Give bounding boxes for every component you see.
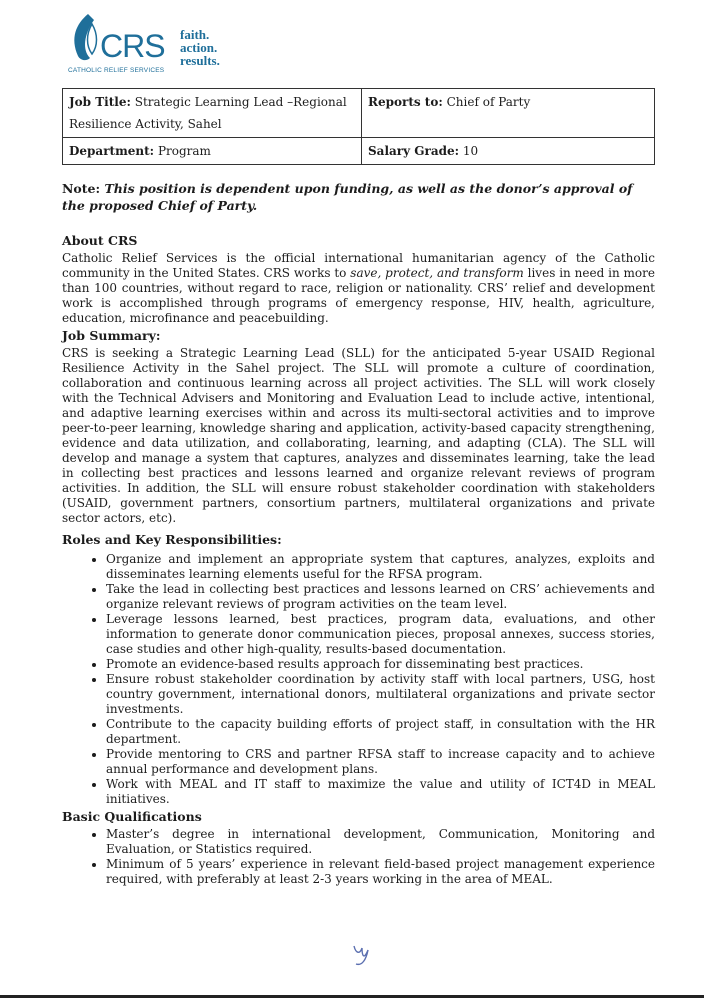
about-heading: About CRS	[62, 233, 138, 248]
about-text-part2: lives in need in more than 100 countries, without regard to race, religion or nationality. CRS’ relief and development work is accomplished through programs of emergency response, HIV, health, agriculture, education, microfinance and peacebuilding.	[62, 266, 655, 325]
about-text	[62, 251, 655, 326]
about-text-part1: Catholic Relief Services is the official international humanitarian agency of the Catholic community in the United States. CRS works to	[62, 251, 655, 280]
list-item: • Take the lead in collecting best practices and lessons learned on CRS’ achievements and organize relevant reviews of program activities on the team level.	[106, 582, 655, 612]
roles-list	[62, 552, 655, 807]
list-item: • Minimum of 5 years’ experience in relevant field-based project management experience required, with preferably at least 2-3 years working in the area of MEAL.	[106, 857, 655, 887]
department-cell	[63, 138, 362, 165]
logo-subtitle: CATHOLIC RELIEF SERVICES	[68, 67, 165, 74]
job-summary-section	[62, 327, 655, 526]
scan-edge-line	[0, 995, 704, 998]
list-item: • Organize and implement an appropriate system that captures, analyzes, exploits and disseminates learning elements useful for the RFSA program.	[106, 552, 655, 582]
crs-logo	[66, 10, 220, 74]
list-item: • Promote an evidence-based results approach for disseminating best practices.	[106, 657, 655, 672]
job-title-label: Job Title:	[69, 95, 131, 109]
list-item: • Work with MEAL and IT staff to maximize the value and utility of ICT4D in MEAL initiatives.	[106, 777, 655, 807]
salary-grade-cell	[362, 138, 655, 165]
job-info-table	[62, 88, 655, 165]
job-title-cell	[63, 89, 362, 138]
tagline-results: results.	[180, 53, 220, 68]
department-label: Department:	[69, 144, 155, 158]
department-value: Program	[157, 144, 211, 158]
about-section	[62, 232, 655, 326]
list-item: • Master’s degree in international development, Communication, Monitoring and Evaluation, or Statistics required.	[106, 827, 655, 857]
note-text: This position is dependent upon funding, as well as the donor’s approval of the proposed Chief of Party.	[62, 181, 633, 213]
summary-heading: Job Summary:	[62, 328, 161, 343]
reports-to-cell	[362, 89, 655, 138]
list-item: • Provide mentoring to CRS and partner RFSA staff to increase capacity and to achieve annual performance and development plans.	[106, 747, 655, 777]
qualifications-section	[62, 808, 655, 887]
funding-note	[62, 180, 655, 214]
logo-wordmark: CRS	[100, 28, 165, 64]
qualifications-list	[62, 827, 655, 887]
qualifications-heading: Basic Qualifications	[62, 809, 202, 824]
list-item: • Contribute to the capacity building efforts of project staff, in consultation with the HR department.	[106, 717, 655, 747]
tagline-action: action.	[180, 40, 218, 55]
salary-grade-label: Salary Grade:	[368, 144, 460, 158]
logo-tagline	[180, 28, 220, 67]
about-text-italic: save, protect, and transform	[350, 266, 524, 280]
salary-grade-value: 10	[462, 144, 479, 158]
roles-section	[62, 531, 655, 807]
roles-heading: Roles and Key Responsibilities:	[62, 532, 282, 547]
note-label: Note:	[62, 181, 101, 196]
reports-to-value: Chief of Party	[446, 95, 531, 109]
job-title-value-line2: Resilience Activity, Sahel	[69, 117, 222, 131]
summary-text: CRS is seeking a Strategic Learning Lead (SLL) for the anticipated 5-year USAID Regional Resilience Activity in the Sahel project. The SLL will promote a culture of coordination, collaboration and continuous learning across all project activities. The SLL will work closely with the Technical Advisers and Monitoring and Evaluation Lead to include active, intentional, and adaptive learning exercises within and across its multi-sectoral activities and to improve peer-to-peer learning, knowledge sharing and application, activity-based capacity strengthening, evidence and data utilization, and collaborating, learning, and adapting (CLA). The SLL will develop and manage a system that captures, analyzes and disseminates learning, take the lead in collecting best practices and lessons learned and organize relevant reviews of program activities. In addition, the SLL will ensure robust stakeholder coordination with stakeholders (USAID, government partners, consortium partners, multilateral organizations and private sector actors, etc).	[62, 346, 655, 525]
list-item: • Leverage lessons learned, best practices, program data, evaluations, and other information to generate donor communication pieces, proposal annexes, success stories, case studies and other high-quality, results-based documentation.	[106, 612, 655, 657]
list-item: • Ensure robust stakeholder coordination by activity staff with local partners, USG, host country government, international donors, multilateral organizations and private sector investments.	[106, 672, 655, 717]
signature-mark	[350, 940, 374, 968]
tagline-faith: faith.	[180, 27, 210, 42]
job-title-value: Strategic Learning Lead –Regional	[134, 95, 347, 109]
initials-signature	[350, 940, 374, 968]
reports-to-label: Reports to:	[368, 95, 443, 109]
